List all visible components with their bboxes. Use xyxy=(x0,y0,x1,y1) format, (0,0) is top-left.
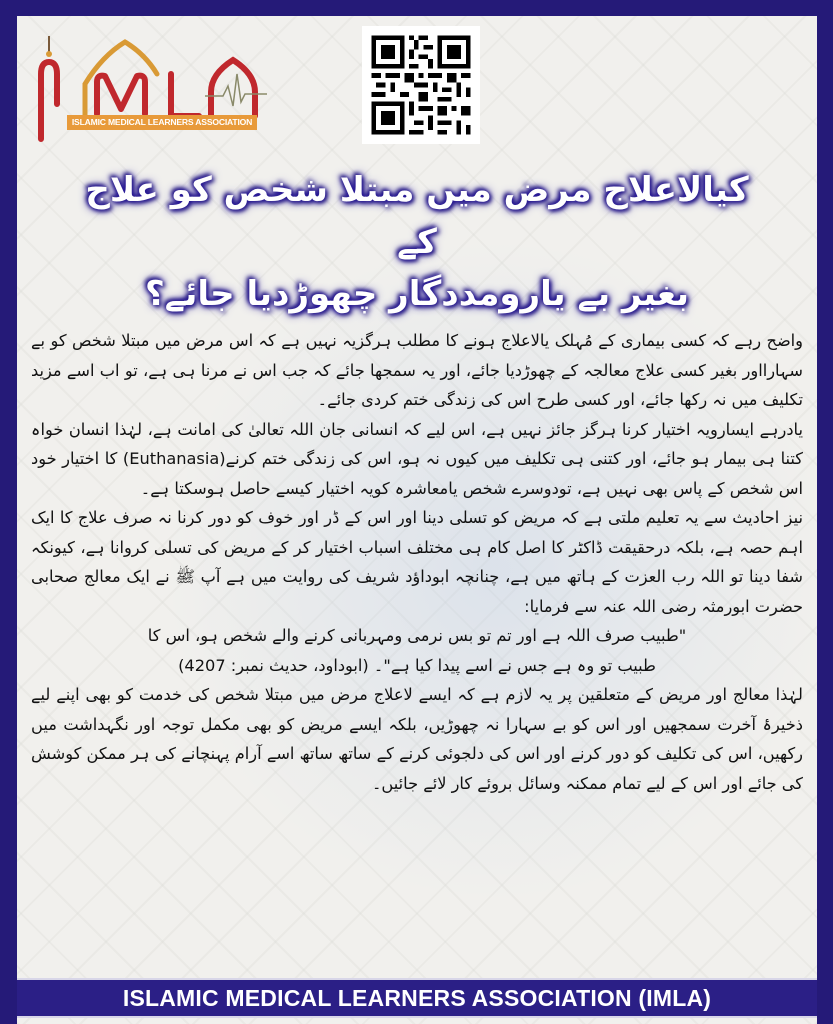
imla-logo xyxy=(27,34,267,144)
hadith-quote-line-1: "طبیب صرف اللہ ہے اور تم تو بس نرمی ومہربانی کرنے والے شخص ہو، اس کا xyxy=(147,626,687,645)
paragraph-3: نیز احادیث سے یہ تعلیم ملتی ہے کہ مریض کو تسلی دینا اور اس کے ڈر اور خوف کو دور کرنا نہ صرف علاج کا ایک اہم حصہ ہے، بلکہ درحقیقت ڈاکٹر کا اصل کام ہی مختلف اسباب اختیار کر کے مریض کی تسلی کروانا ہے، کیونکہ شفا دینا تو اللہ رب العزت کے ہاتھ میں ہے، چنانچہ ابوداؤد شریف کی روایت میں ہے آپ ﷺ نے ایک معالج صحابی حضرت ابورمثہ رضی اللہ عنہ سے فرمایا: xyxy=(31,508,803,616)
footer-banner: ISLAMIC MEDICAL LEARNERS ASSOCIATION (IMLA) xyxy=(17,978,817,1018)
hadith-quote-line-2 xyxy=(31,651,803,681)
paragraph-4: لہٰذا معالج اور مریض کے متعلقین پر یہ لازم ہے کہ ایسے لاعلاج مرض میں مبتلا شخص کی خدمت کو بھی اپنے لیے ذخیرۂ آخرت سمجھیں اور اس کو بے سہارا نہ چھوڑیں، بلکہ ایسے مریض کو بھی مکمل توجہ اور نگہداشت میں رکھیں، اس کی تکلیف کو دور کرنے اور اس کی دلجوئی کرنے کے ساتھ ساتھ اسے آرام پہنچانے کی ہر ممکن کوشش کی جائے اور اس کے لیے تمام ممکنہ وسائل بروئے کار لائے جائیں۔ xyxy=(31,685,803,793)
page-title xyxy=(77,164,757,320)
title-line-1: کیالاعلاج مرض میں مبتلا شخص کو علاج کے xyxy=(85,170,749,262)
paragraph-2-after: کا اختیار خود اس شخص کے پاس بھی نہیں ہے، تودوسرے شخص یامعاشرہ کویہ اختیار کیسے حاصل ہوسکتا ہے۔ xyxy=(31,449,803,498)
hadith-citation: (ابوداود، حدیث نمبر: 4207) xyxy=(178,655,369,675)
paragraph-2 xyxy=(31,415,803,504)
logo-tagline: ISLAMIC MEDICAL LEARNERS ASSOCIATION xyxy=(67,115,257,130)
paragraph-1: واضح رہے کہ کسی بیماری کے مُہلک یالاعلاج ہونے کا مطلب ہرگزیہ نہیں ہے کہ اس مرض میں مبتلا شخص کو بے سہارااور بغیر کسی علاج معالجہ کے چھوڑدیا جائے، اور یہ سمجھا جائے کہ جب اس نے مرنا ہی ہے، تو اب اسے مزید تکلیف میں نہ رکھا جائے، اور کسی طرح اس کی زندگی ختم کردی جائے۔ xyxy=(31,331,803,409)
euthanasia-term: (Euthanasia) xyxy=(122,449,226,468)
poster xyxy=(17,16,817,1024)
title-line-2: بغیر بے یارومددگار چھوڑدیا جائے؟ xyxy=(144,274,690,314)
quote-line-2-text: طبیب تو وہ ہے جس نے اسے پیدا کیا ہے"۔ xyxy=(373,655,656,675)
article-body xyxy=(31,326,803,966)
paragraph-2-before: یادرہے ایسارویہ اختیار کرنا ہرگز جائز نہیں ہے، اس لیے کہ انسانی جان اللہ تعالیٰ کی امانت ہے، لہٰذا انسان خواہ کتنا ہی بیمار ہو جائے، اور کتنی ہی تکلیف میں کیوں نہ ہو، اس کی زندگی ختم کرنے xyxy=(31,419,803,468)
qr-code-icon xyxy=(362,26,480,144)
